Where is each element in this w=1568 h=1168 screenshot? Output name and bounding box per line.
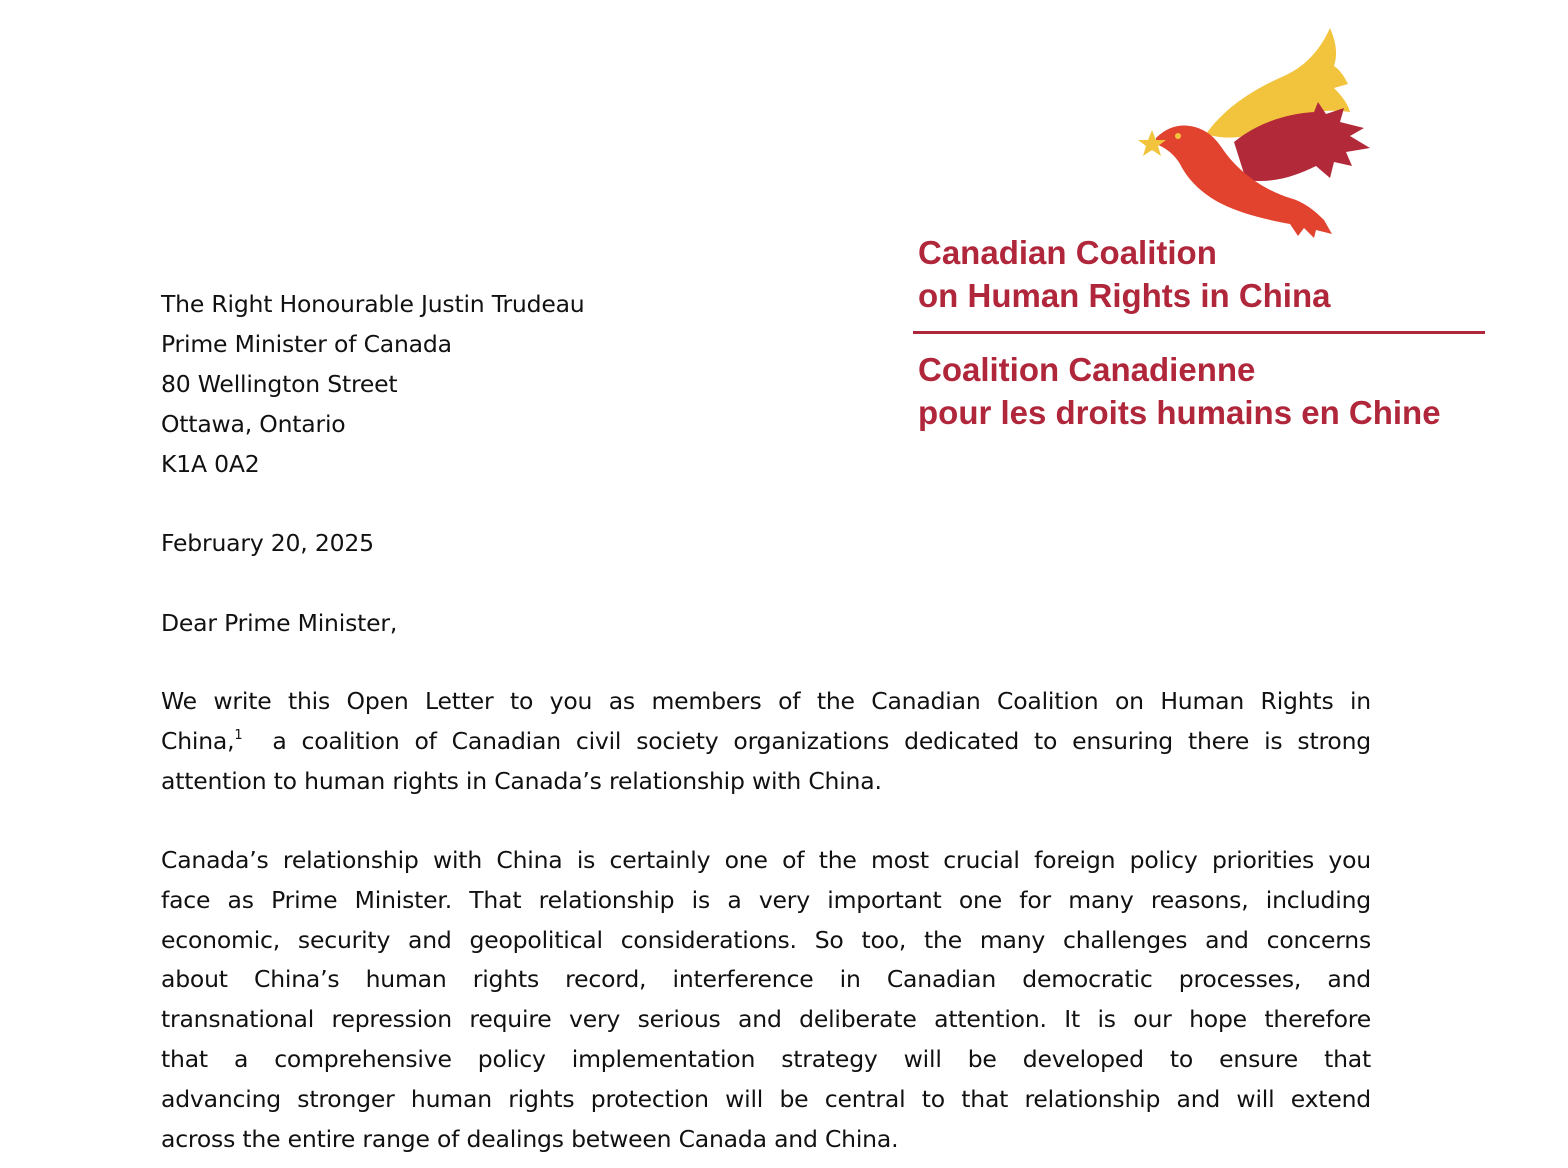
org-name-fr-line-2: pour les droits humains en Chine [918, 394, 1441, 431]
paragraph-1 [161, 682, 1371, 801]
recipient-address [161, 284, 584, 484]
paragraph-line: face as Prime Minister. That relationship is a very important one for many reasons, including [161, 885, 1371, 914]
org-name-en-line-2: on Human Rights in China [918, 277, 1331, 314]
recipient-postal-code: K1A 0A2 [161, 450, 260, 478]
paragraph-line: that a comprehensive policy implementation strategy will be developed to ensure that [161, 1044, 1371, 1073]
paragraph-line: We write this Open Letter to you as members of the Canadian Coalition on Human Rights in [161, 687, 1371, 715]
recipient-street: 80 Wellington Street [161, 370, 398, 398]
salutation: Dear Prime Minister, [161, 609, 398, 637]
org-name-en-line-1: Canadian Coalition [918, 234, 1217, 271]
paragraph-line-segment: China, [161, 726, 235, 755]
bird-eye-shape [1175, 133, 1181, 139]
paragraph-line: advancing stronger human rights protection will be central to that relationship and will extend [161, 1084, 1371, 1113]
logo-divider [913, 331, 1485, 334]
paragraph-2 [161, 841, 1371, 1159]
paragraph-line: Canada’s relationship with China is certainly one of the most crucial foreign policy priorities you [161, 846, 1371, 874]
recipient-name: The Right Honourable Justin Trudeau [161, 290, 585, 318]
letter-date: February 20, 2025 [161, 529, 374, 557]
footnote-marker[interactable]: 1 [234, 727, 243, 743]
paragraph-line-with-footnote [161, 722, 1371, 762]
paragraph-line: across the entire range of dealings between Canada and China. [161, 1124, 899, 1153]
dove-logo-icon [1138, 24, 1374, 242]
paragraph-line: attention to human rights in Canada’s relationship with China. [161, 766, 882, 795]
org-name-fr-line-1: Coalition Canadienne [918, 351, 1256, 388]
org-name-english [918, 231, 1330, 317]
paragraph-line: about China’s human rights record, interference in Canadian democratic processes, and [161, 965, 1371, 994]
paragraph-line: economic, security and geopolitical considerations. So too, the many challenges and concerns [161, 925, 1371, 954]
recipient-title: Prime Minister of Canada [161, 330, 452, 358]
org-name-french [918, 348, 1441, 434]
paragraph-line: transnational repression require very serious and deliberate attention. It is our hope therefore [161, 1005, 1371, 1034]
recipient-city: Ottawa, Ontario [161, 410, 346, 438]
paragraph-line-segment: a coalition of Canadian civil society organizations dedicated to ensuring there is strong [272, 726, 1371, 755]
